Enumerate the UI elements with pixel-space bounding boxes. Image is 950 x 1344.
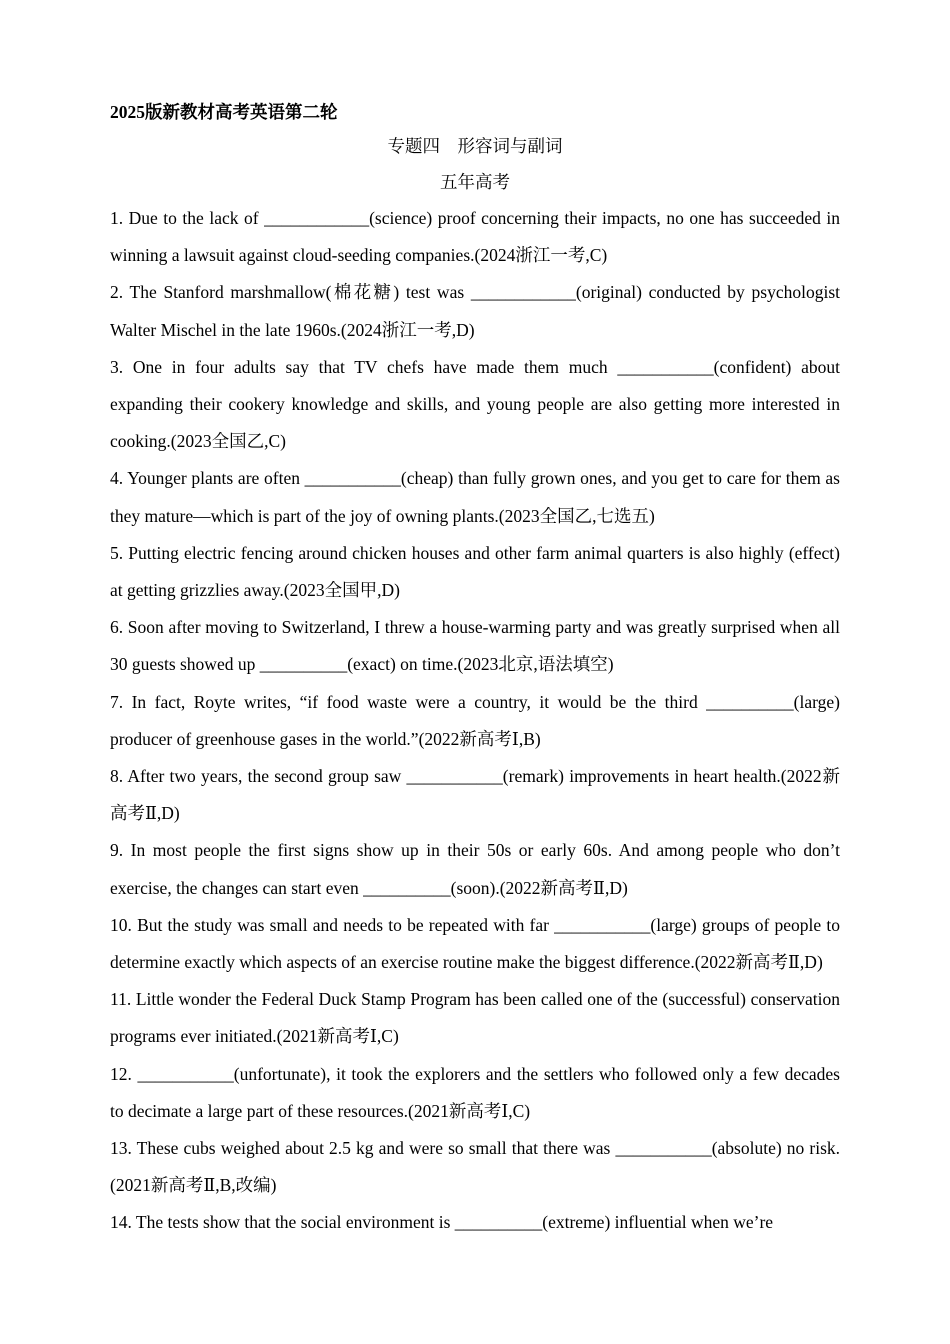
question-5: 5. Putting electric fencing around chicken houses and other farm animal quarters is also highly (effect) at getting grizzlies away.(2023全国甲,D): [110, 542, 840, 601]
question-4: 4. Younger plants are often ___________(cheap) than fully grown ones, and you get to care for them as they mature—which is part of the joy of owning plants.(2023全国乙,七选五): [110, 468, 840, 526]
question-12: 12. ___________(unfortunate), it took the explorers and the settlers who followed only a few decades to decimate a large part of these resources.(2021新高考Ⅰ,C): [110, 1063, 840, 1121]
book-title: 2025版新教材高考英语第二轮: [110, 102, 338, 122]
question-14: 14. The tests show that the social environment is __________(extreme) influential when we’re: [110, 1212, 774, 1233]
question-3: 3. One in four adults say that TV chefs have made them much ___________(confident) about expanding their cookery knowledge and skills, and young people are also getting more interested in cooking.(2023全国乙,C): [110, 356, 840, 452]
question-2: 2. The Stanford marshmallow(棉花糖) test was ____________(original) conducted by psychologist Walter Mischel in the late 1960s.(2024浙江一考,D): [110, 282, 840, 340]
question-11: 11. Little wonder the Federal Duck Stamp Program has been called one of the (successful) conservation programs ever initiated.(2021新高考Ⅰ,C): [110, 989, 840, 1047]
topic-heading: 专题四 形容词与副词: [387, 136, 563, 156]
question-1: 1. Due to the lack of ____________(science) proof concerning their impacts, no one has succeeded in winning a lawsuit against cloud-seeding companies.(2024浙江一考,C): [110, 208, 840, 266]
question-8: 8. After two years, the second group saw ___________(remark) improvements in heart health.(2022新高考Ⅱ,D): [110, 766, 840, 824]
question-10: 10. But the study was small and needs to be repeated with far ___________(large) groups of people to determine exactly which aspects of an exercise routine make the biggest difference.(2022新高考Ⅱ,D): [110, 914, 840, 973]
question-6: 6. Soon after moving to Switzerland, I threw a house-warming party and was greatly surprised when all 30 guests showed up __________(exact) on time.(2023北京,语法填空): [110, 617, 840, 675]
section-heading: 五年高考: [440, 172, 510, 192]
document-content: [110, 96, 840, 1242]
question-7: 7. In fact, Royte writes, “if food waste were a country, it would be the third __________(large) producer of greenhouse gases in the world.”(2022新高考Ⅰ,B): [110, 691, 840, 749]
question-9: 9. In most people the first signs show up in their 50s or early 60s. And among people who don’t exercise, the changes can start even __________(soon).(2022新高考Ⅱ,D): [110, 840, 840, 898]
question-13: 13. These cubs weighed about 2.5 kg and were so small that there was ___________(absolute) no risk.(2021新高考Ⅱ,B,改编): [110, 1138, 840, 1196]
